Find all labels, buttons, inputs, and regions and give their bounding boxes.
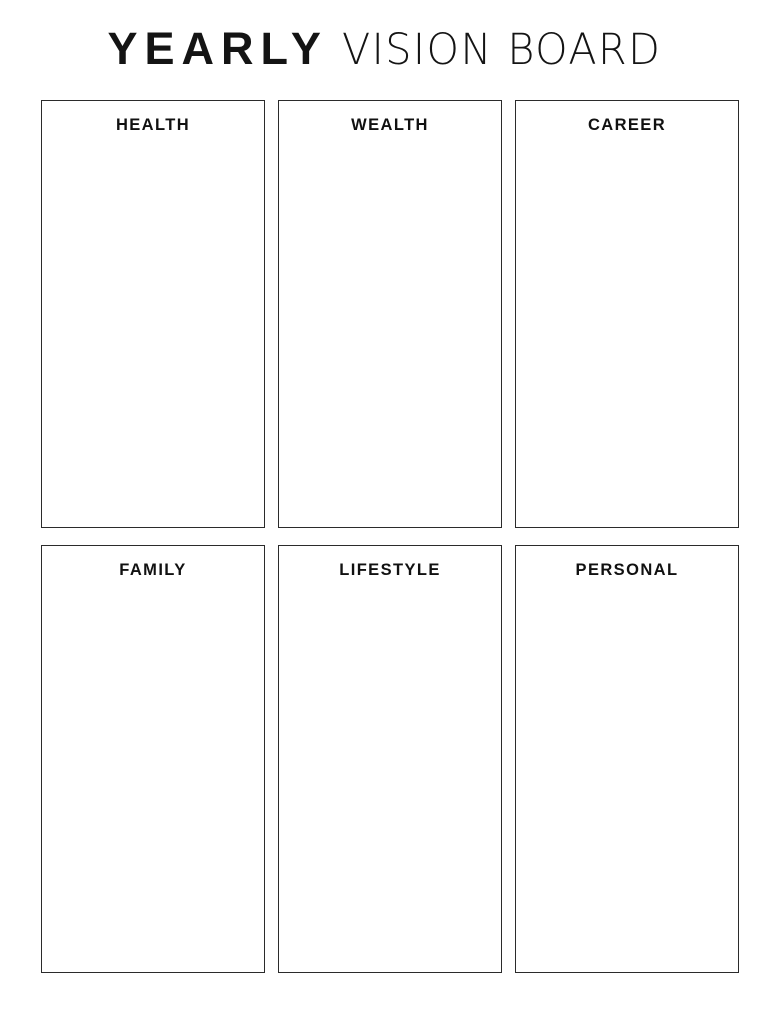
vision-card-family[interactable]	[41, 545, 265, 973]
vision-card-wealth[interactable]	[278, 100, 502, 528]
vision-card-lifestyle[interactable]	[278, 545, 502, 973]
vision-card-title: WEALTH	[351, 116, 429, 134]
vision-card-career[interactable]	[515, 100, 739, 528]
vision-card-health[interactable]	[41, 100, 265, 528]
vision-card-body[interactable]	[516, 592, 738, 972]
vision-card-personal[interactable]	[515, 545, 739, 973]
page-title	[0, 23, 782, 75]
vision-board-grid	[41, 100, 741, 973]
vision-card-title: CAREER	[587, 116, 667, 134]
page-title-light: VISION BOARD	[341, 25, 662, 75]
vision-card-title: PERSONAL	[575, 561, 679, 579]
vision-card-body[interactable]	[42, 592, 264, 972]
vision-card-body[interactable]	[516, 147, 738, 527]
vision-card-body[interactable]	[42, 147, 264, 527]
vision-card-body[interactable]	[279, 147, 501, 527]
page-title-bold: YEARLY	[107, 23, 328, 74]
vision-card-title: LIFESTYLE	[339, 561, 441, 579]
vision-card-title: FAMILY	[119, 561, 187, 579]
vision-card-title: HEALTH	[115, 116, 191, 134]
vision-card-body[interactable]	[279, 592, 501, 972]
